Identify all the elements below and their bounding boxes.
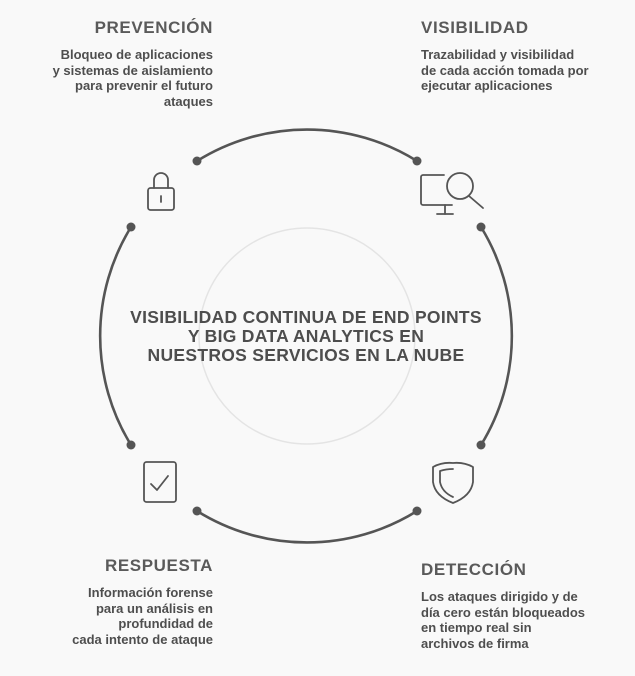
prevencion-block <box>10 18 213 109</box>
ring-arc-top <box>197 130 417 161</box>
respuesta-description: Información forense para un análisis en profundidad de cada intento de ataque <box>72 585 213 647</box>
visibilidad-heading: VISIBILIDAD <box>421 18 529 37</box>
center-title <box>100 308 512 365</box>
ring-dot <box>193 507 202 516</box>
ring-dot <box>413 157 422 166</box>
prevencion-description: Bloqueo de aplicaciones y sistemas de aislamiento para prevenir el futuro ataques <box>52 47 213 109</box>
visibilidad-block <box>421 18 631 94</box>
monitor-search-icon <box>421 173 483 214</box>
ring-dot <box>127 441 136 450</box>
ring-dot <box>413 507 422 516</box>
deteccion-description: Los ataques dirigido y de día cero están bloqueados en tiempo real sin archivos de firma <box>421 589 585 651</box>
padlock-icon <box>148 173 174 210</box>
center-title-line: NUESTROS SERVICIOS EN LA NUBE <box>147 345 465 365</box>
checkbox-icon <box>144 462 176 502</box>
ring-dot <box>477 223 486 232</box>
ring-dot <box>127 223 136 232</box>
center-title-line: VISIBILIDAD CONTINUA DE END POINTS <box>130 307 482 327</box>
ring-dot <box>477 441 486 450</box>
respuesta-block <box>10 556 213 647</box>
respuesta-heading: RESPUESTA <box>104 556 213 575</box>
ring-dot <box>193 157 202 166</box>
center-title-line: Y BIG DATA ANALYTICS EN <box>187 326 425 346</box>
deteccion-heading: DETECCIÓN <box>421 560 527 579</box>
shield-icon <box>433 463 473 503</box>
visibilidad-description: Trazabilidad y visibilidad de cada acción tomada por ejecutar aplicaciones <box>421 47 589 93</box>
ring-arc-bottom <box>197 511 417 542</box>
prevencion-heading: PREVENCIÓN <box>94 18 213 37</box>
deteccion-block <box>421 560 631 651</box>
